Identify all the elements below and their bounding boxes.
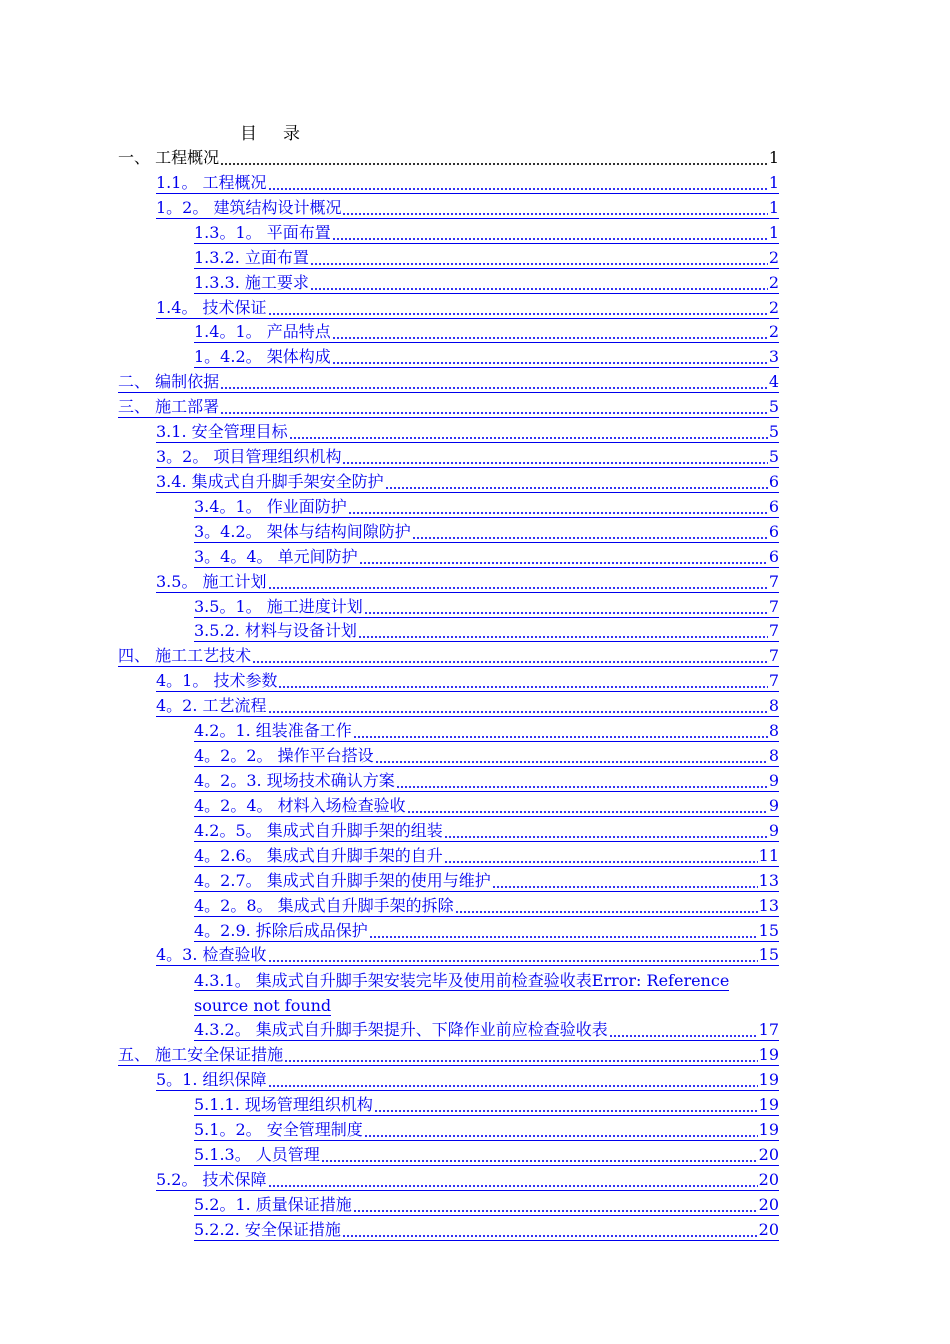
toc-page-number: 6 — [768, 521, 779, 541]
toc-entry-title: 4.3.2。 集成式自升脚手架提升、下降作业前应检查验收表 — [194, 1020, 608, 1040]
toc-page-number: 9 — [768, 795, 779, 815]
toc-entry[interactable] — [156, 1166, 779, 1191]
toc-page-number: 4 — [768, 372, 779, 392]
toc-dot-leader — [284, 1060, 758, 1062]
toc-entry[interactable] — [194, 269, 779, 294]
toc-entry[interactable] — [194, 318, 779, 343]
toc-page-number: 2 — [768, 322, 779, 342]
toc-entry[interactable] — [194, 742, 779, 767]
toc-entry-title: 3.5.2. 材料与设备计划 — [194, 621, 357, 641]
toc-entry-title: 1。4.2。 架体构成 — [194, 347, 331, 367]
toc-page-number: 6 — [768, 496, 779, 516]
toc-page-number: 7 — [768, 621, 779, 641]
toc-dot-leader — [444, 836, 768, 838]
toc-dot-leader — [353, 1210, 758, 1212]
toc-entry-title: 3.5。 施工计划 — [156, 571, 267, 591]
toc-entry[interactable] — [194, 917, 779, 942]
toc-entry-title: 4。2.6。 集成式自升脚手架的自升 — [194, 845, 443, 865]
toc-dot-leader — [332, 238, 768, 240]
toc-entry-title: 3.5。1。 施工进度计划 — [194, 596, 363, 616]
toc-dot-leader — [369, 936, 758, 938]
toc-entry-title: 5.1.1. 现场管理组织机构 — [194, 1094, 373, 1114]
toc-entry-title: 4。2. 工艺流程 — [156, 696, 267, 716]
toc-dot-leader — [268, 1185, 758, 1187]
toc-entry-title: 3.4。1。 作业面防护 — [194, 496, 347, 516]
toc-entry-title: 1.4。 技术保证 — [156, 297, 267, 317]
toc-dot-leader — [444, 861, 758, 863]
toc-entry[interactable] — [118, 368, 779, 393]
toc-entry[interactable] — [118, 393, 779, 418]
toc-entry — [118, 144, 779, 168]
toc-dot-leader — [358, 636, 768, 638]
toc-page-number: 5 — [768, 397, 779, 417]
toc-page-number: 19 — [758, 1045, 779, 1065]
toc-page-number: 1 — [768, 172, 779, 192]
toc-entry-title: 5.1.3。 人员管理 — [194, 1144, 320, 1164]
toc-dot-leader — [359, 562, 768, 564]
toc-entry-title: 5.2。1. 质量保证措施 — [194, 1194, 352, 1214]
toc-entry[interactable] — [194, 717, 779, 742]
toc-dot-leader — [268, 711, 768, 713]
toc-page-number: 6 — [768, 546, 779, 566]
toc-dot-leader — [310, 263, 768, 265]
toc-entry[interactable] — [156, 692, 779, 717]
toc-entry-title: 4.2。1. 组装准备工作 — [194, 721, 352, 741]
toc-entry-broken-reference[interactable] — [194, 968, 791, 1018]
toc-entry[interactable] — [156, 941, 779, 966]
toc-entry-title: 4。2。8。 集成式自升脚手架的拆除 — [194, 895, 454, 915]
toc-title-char-2: 录 — [283, 124, 300, 144]
toc-page-number: 15 — [758, 945, 779, 965]
toc-page-number: 19 — [758, 1094, 779, 1114]
toc-entry-title: 4.2。5。 集成式自升脚手架的组装 — [194, 820, 443, 840]
toc-entry-title: 一、 工程概况 — [118, 148, 220, 167]
toc-entry[interactable] — [194, 817, 779, 842]
toc-entry[interactable] — [118, 1041, 779, 1066]
toc-entry-title: 4。3. 检查验收 — [156, 945, 267, 965]
toc-entry[interactable] — [156, 194, 779, 219]
toc-entry-title: 1.4。1。 产品特点 — [194, 322, 331, 342]
toc-dot-leader — [268, 313, 768, 315]
toc-page-number: 15 — [758, 920, 779, 940]
toc-dot-leader — [492, 886, 758, 888]
toc-page-number: 7 — [768, 596, 779, 616]
toc-page-number: 2 — [768, 297, 779, 317]
toc-entry-title-continued: source not found — [194, 996, 332, 1016]
toc-entry[interactable] — [156, 294, 779, 319]
toc-dot-leader — [342, 1235, 758, 1237]
toc-entry-title: 4。2。4。 材料入场检查验收 — [194, 795, 406, 815]
toc-page-number: 1 — [768, 222, 779, 242]
toc-dot-leader — [268, 188, 768, 190]
toc-entry-title: 3。4.2。 架体与结构间隙防护 — [194, 521, 411, 541]
toc-entry[interactable] — [194, 792, 779, 817]
toc-dot-leader — [407, 811, 768, 813]
toc-entry[interactable] — [194, 244, 779, 269]
toc-page-number: 5 — [768, 422, 779, 442]
toc-page-number: 19 — [758, 1119, 779, 1139]
toc-entry-title: 3.4. 集成式自升脚手架安全防护 — [156, 471, 384, 491]
toc-entry-title: 三、 施工部署 — [118, 397, 220, 417]
toc-page-number: 6 — [768, 471, 779, 491]
toc-entry-title: 1.1。 工程概况 — [156, 172, 267, 192]
toc-page-number: 19 — [758, 1070, 779, 1090]
toc-entry[interactable] — [194, 617, 779, 642]
toc-dot-leader — [412, 537, 768, 539]
toc-title-char-1: 目 — [240, 124, 257, 144]
toc-dot-leader — [364, 612, 768, 614]
toc-dot-leader — [332, 362, 768, 364]
toc-entry[interactable] — [156, 667, 779, 692]
toc-entry[interactable] — [194, 1091, 779, 1116]
toc-entry[interactable] — [194, 493, 779, 518]
toc-entry[interactable] — [194, 593, 779, 618]
toc-entry-title: 5.2。 技术保障 — [156, 1169, 267, 1189]
toc-page-number: 9 — [768, 771, 779, 790]
toc-dot-leader — [348, 512, 768, 514]
toc-dot-leader — [321, 1160, 758, 1162]
toc-entry[interactable] — [194, 343, 779, 368]
toc-entry[interactable] — [194, 842, 779, 867]
toc-entry-title: 4。1。 技术参数 — [156, 671, 278, 691]
toc-entry-title: 4。2。2。 操作平台搭设 — [194, 746, 374, 766]
toc-entry[interactable] — [194, 1116, 779, 1141]
toc-page-number: 8 — [768, 696, 779, 716]
toc-entry-title: 4。2.9. 拆除后成品保护 — [194, 920, 368, 940]
toc-page-number: 8 — [768, 746, 779, 766]
toc-entry-title: 四、 施工工艺技术 — [118, 646, 252, 666]
toc-entry-title: 1。2。 建筑结构设计概况 — [156, 197, 342, 217]
toc-dot-leader — [385, 487, 768, 489]
toc-dot-leader — [268, 960, 758, 962]
toc-entry[interactable] — [194, 1191, 779, 1216]
toc-entry[interactable] — [156, 1066, 779, 1091]
toc-page-number: 2 — [768, 247, 779, 267]
toc-page-number: 1 — [768, 148, 779, 167]
toc-page-number: 20 — [758, 1219, 779, 1239]
toc-entry-title: 3。4。4。 单元间防护 — [194, 546, 358, 566]
toc-dot-leader — [252, 661, 768, 663]
toc-dot-leader — [278, 686, 767, 688]
toc-entry[interactable] — [194, 892, 779, 917]
toc-dot-leader — [268, 1085, 758, 1087]
toc-dot-leader — [310, 288, 768, 290]
toc-dot-leader — [332, 337, 768, 339]
toc-entry[interactable] — [194, 518, 779, 543]
toc-page-number: 11 — [758, 845, 779, 865]
toc-dot-leader — [220, 412, 768, 414]
toc-entry-title: 二、 编制依据 — [118, 372, 220, 392]
toc-page-number: 2 — [768, 272, 779, 292]
toc-entry-title: 4。2.7。 集成式自升脚手架的使用与维护 — [194, 870, 491, 890]
toc-dot-leader — [220, 387, 768, 389]
toc-page-number: 1 — [768, 197, 779, 217]
toc-page-number: 7 — [768, 671, 779, 691]
toc-dot-leader — [375, 761, 768, 763]
toc-entry[interactable] — [194, 1216, 779, 1241]
toc-entry-title: 4.3.1。 集成式自升脚手架安装完毕及使用前检查验收表Error: Reference — [194, 971, 730, 991]
toc-page-number: 20 — [758, 1194, 779, 1214]
toc-page-number: 13 — [758, 870, 779, 890]
toc-entry[interactable] — [194, 1141, 779, 1166]
toc-page-number: 3 — [768, 347, 779, 367]
toc-title — [240, 119, 300, 144]
toc-dot-leader — [374, 1110, 758, 1112]
toc-entry[interactable] — [156, 468, 779, 493]
toc-page-number: 20 — [758, 1144, 779, 1164]
toc-entry-title: 5.1。2。 安全管理制度 — [194, 1119, 363, 1139]
toc-entry-title: 3.1. 安全管理目标 — [156, 422, 288, 442]
toc-page-number: 5 — [768, 447, 779, 467]
toc-dot-leader — [268, 587, 768, 589]
toc-entry-title: 3。2。 项目管理组织机构 — [156, 447, 342, 467]
toc-entry[interactable] — [194, 767, 779, 792]
toc-page-number: 9 — [768, 820, 779, 840]
toc-page-number: 7 — [768, 646, 779, 666]
toc-entry-title: 五、 施工安全保证措施 — [118, 1045, 284, 1065]
toc-dot-leader — [455, 911, 758, 913]
toc-entry-title: 1.3。1。 平面布置 — [194, 222, 331, 242]
toc-entry-title: 4。2。3. 现场技术确认方案 — [194, 771, 395, 790]
toc-entry-title: 1.3.2. 立面布置 — [194, 247, 309, 267]
toc-dot-leader — [289, 437, 768, 439]
toc-page-number: 20 — [758, 1169, 779, 1189]
toc-page-number: 7 — [768, 571, 779, 591]
toc-entry[interactable] — [156, 568, 779, 593]
toc-entry-title: 5。1. 组织保障 — [156, 1070, 267, 1090]
toc-page-number: 17 — [758, 1020, 779, 1040]
toc-dot-leader — [353, 736, 768, 738]
toc-entry-title: 1.3.3. 施工要求 — [194, 272, 309, 292]
toc-dot-leader — [342, 213, 767, 215]
toc-entry[interactable] — [194, 219, 779, 244]
toc-page-number: 8 — [768, 721, 779, 741]
toc-entry[interactable] — [156, 418, 779, 443]
toc-entry[interactable] — [156, 443, 779, 468]
toc-entry-title: 5.2.2. 安全保证措施 — [194, 1219, 341, 1239]
toc-dot-leader — [609, 1035, 758, 1037]
toc-page-number: 13 — [758, 895, 779, 915]
toc-dot-leader — [396, 786, 768, 788]
toc-dot-leader — [220, 163, 768, 165]
toc-entry[interactable] — [118, 642, 779, 667]
toc-entry[interactable] — [194, 543, 779, 568]
toc-entry[interactable] — [194, 1016, 779, 1041]
toc-entry[interactable] — [156, 169, 779, 194]
toc-entry[interactable] — [194, 867, 779, 892]
toc-dot-leader — [342, 462, 767, 464]
toc-dot-leader — [364, 1135, 758, 1137]
